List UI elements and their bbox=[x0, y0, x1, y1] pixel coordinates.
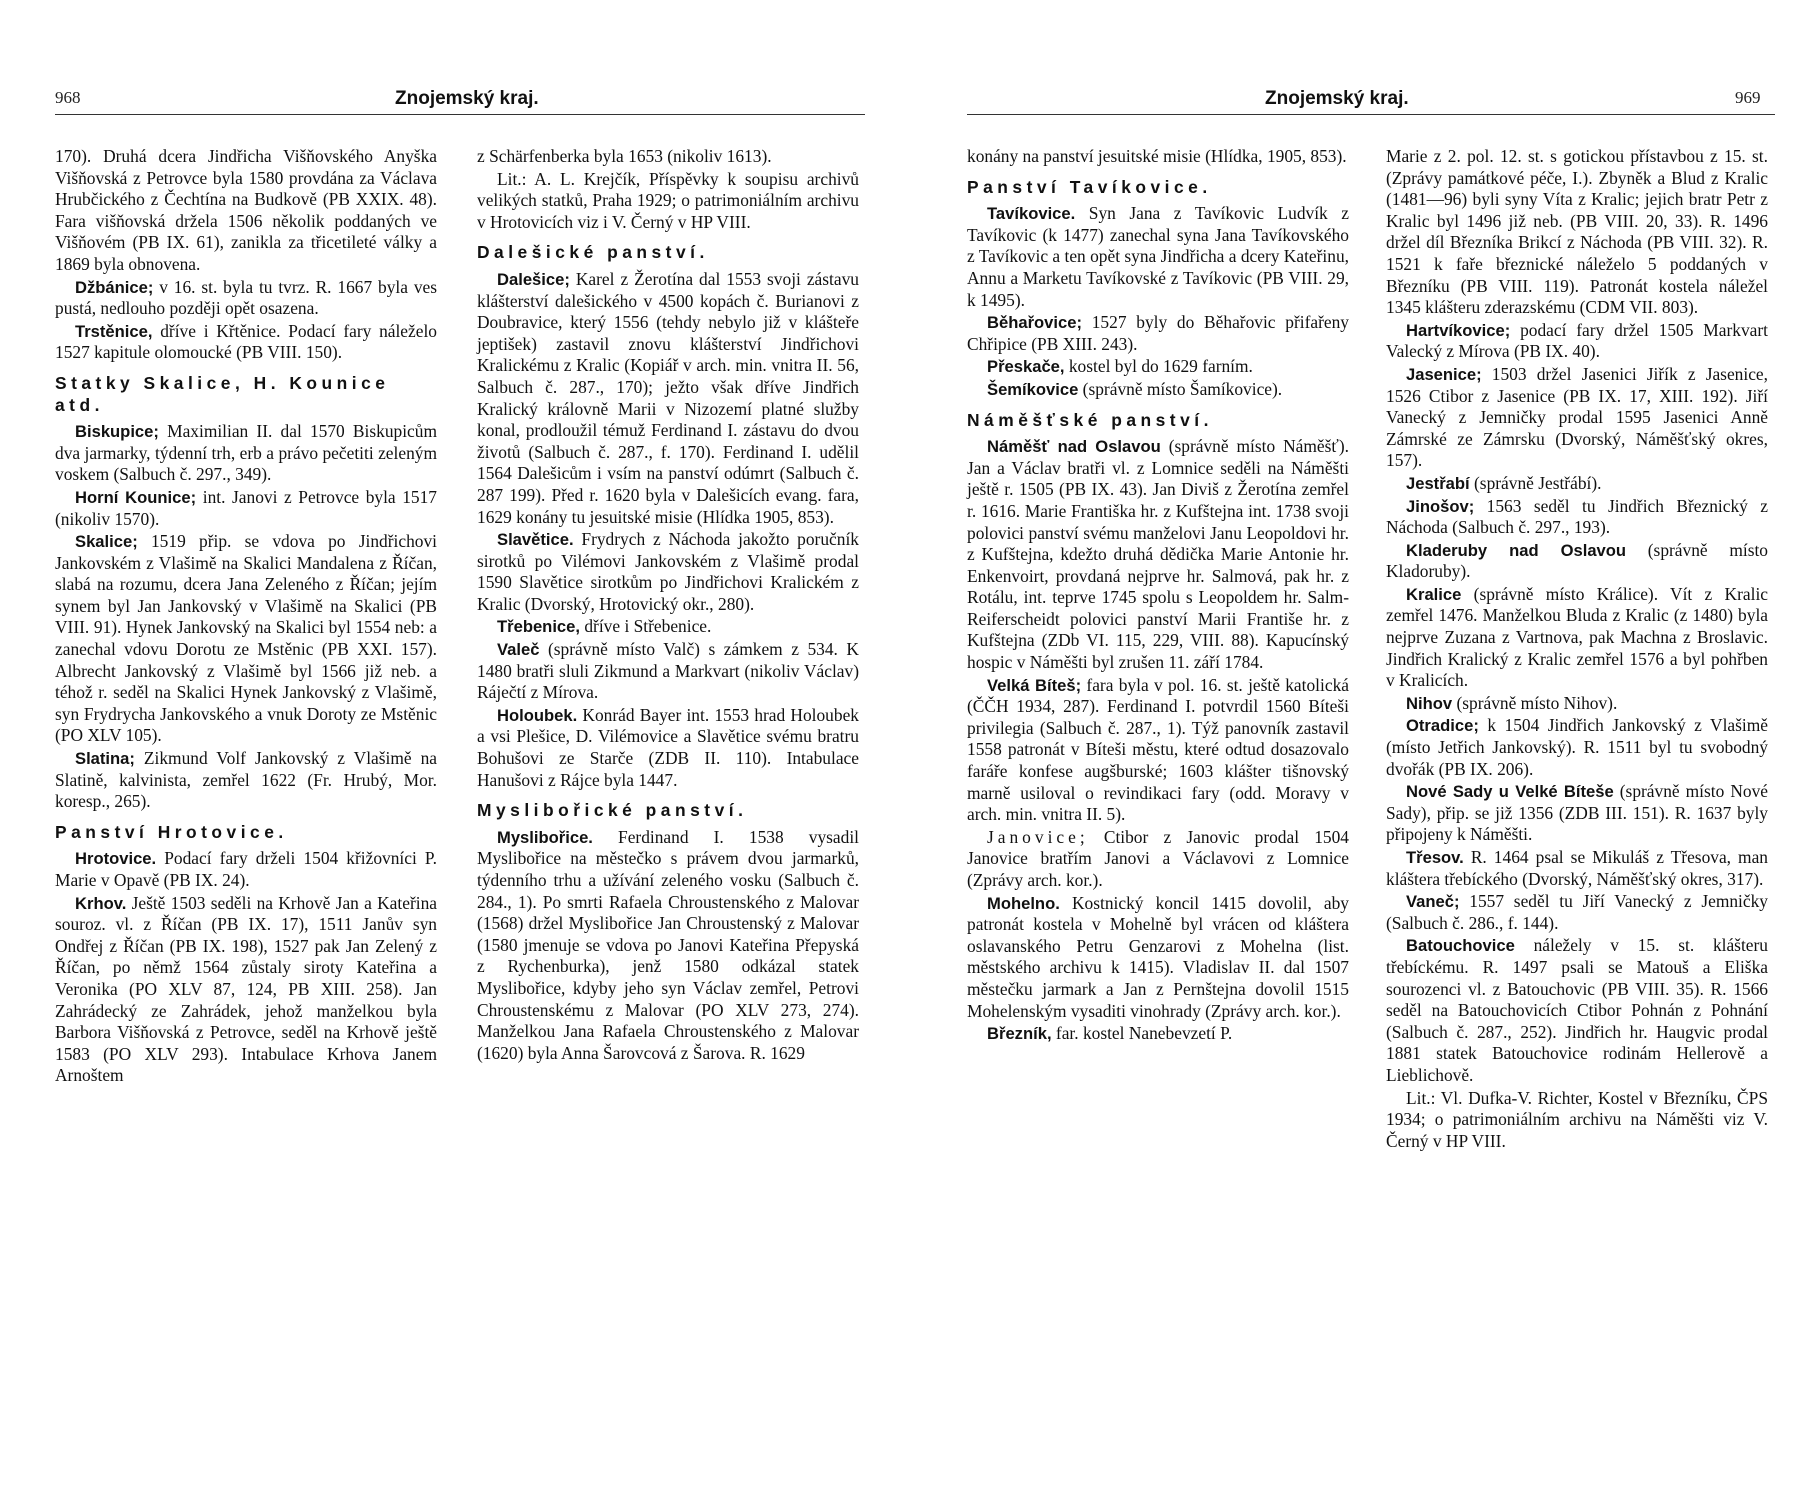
page-number-right: 969 bbox=[1735, 88, 1761, 107]
entry-text: Konrád Bayer int. 1553 hrad Holoubek a vsi Plešice, D. Vilémovice a Slavětice svému bratru Bohušovi ze Starče (ZDB II. 110). Intabulace Hanušovi z Rájce byla 1447. bbox=[477, 704, 859, 790]
paragraph: konány na panství jesuitské misie (Hlídka, 1905, 853). bbox=[967, 146, 1347, 166]
entry-text: Kostnický koncil 1415 dovolil, aby patronát kostela v Mohelně byl vrácen od kláštera oslavanského Petru Genzarovi z Mohelna (list. městského archivu k 1415). Vladislav II. dal 1507 městečku jarmark a Jan z Pernštejna dovolil 1515 Mohelenským vysaditi vinohrady (Zprávy arch. kor.). bbox=[967, 892, 1349, 1021]
entry-namest bbox=[967, 436, 1349, 674]
entry-text: 1503 držel Jasenici Jiřík z Jasenice, 1526 Ctibor z Jasenice (PB IX. 17, XIII. 192). Jiří Vanecký z Jemničky prodal 1595 Jasenici Anně Zámrské ze Zámrsku (Dvorský, Náměšťský okres, 157). bbox=[1386, 363, 1768, 471]
entry-heading: Hartvíkovice; bbox=[1406, 320, 1511, 340]
entry-text: (správně místo Šamíkovice). bbox=[1078, 378, 1283, 399]
section-heading: Dalešické panství. bbox=[477, 242, 709, 263]
entry-trebenice bbox=[477, 616, 859, 638]
entry-slavetice bbox=[477, 529, 859, 615]
entry-valec bbox=[477, 639, 859, 704]
entry-text: 1557 seděl tu Jiří Vanecký z Jemničky (Salbuch č. 286., f. 144). bbox=[1386, 891, 1768, 933]
entry-krhov bbox=[55, 893, 437, 1087]
entry-heading: Trstěnice, bbox=[75, 321, 153, 341]
entry-heading: Otradice; bbox=[1406, 716, 1479, 736]
entry-kladeruby bbox=[1386, 540, 1768, 583]
entry-text: dříve i Křtěnice. Podací fary náleželo 1527 kapitule olomoucké (PB VIII. 150). bbox=[55, 320, 437, 363]
entry-beharovice bbox=[967, 312, 1349, 355]
entry-heading: Běhařovice; bbox=[987, 313, 1082, 333]
entry-kralice bbox=[1386, 584, 1768, 692]
entry-heading: Hrotovice. bbox=[75, 849, 157, 869]
entry-slatina bbox=[55, 748, 437, 813]
entry-heading: Šemíkovice bbox=[987, 379, 1079, 399]
entry-heading: Nihov bbox=[1406, 693, 1453, 713]
entry-heading: Slatina; bbox=[75, 749, 135, 769]
entry-heading: Mohelno. bbox=[987, 893, 1060, 913]
section-heading: Náměšťské panství. bbox=[967, 409, 1213, 430]
entry-heading: Přeskače, bbox=[987, 357, 1065, 377]
entry-heading: Valeč bbox=[497, 640, 540, 660]
entry-heading: Horní Kounice; bbox=[75, 487, 197, 507]
entry-heading: Džbánice; bbox=[75, 277, 154, 297]
running-head-right: Znojemský kraj. bbox=[1265, 88, 1409, 109]
entry-text: Syn Jana z Tavíkovic Ludvík z Tavíkovic (k 1477) zanechal syna Jana Tavíkovského z Tavíkovic a ten opět syna Jindřicha a dcery Kateřinu, Annu a Marketu Tavíkovské z Tavíkovic (PB VIII. 29, k 1495). bbox=[967, 203, 1349, 310]
running-head-left: Znojemský kraj. bbox=[395, 88, 539, 109]
entry-heading: Myslibořice. bbox=[497, 827, 593, 847]
paragraph: Marie z 2. pol. 12. st. s gotickou přístavbou z 15. st. (Zprávy památkové péče, I.). Zbyněk a Blud z Kralic (1481—96) byli syny Víta z Kralic; jejich bratr Petr z Kralic byl 1496 již neb. (PB VIII. 20, 33). R. 1496 držel díl Březníka Brikcí z Náchoda (PB VIII. 32). R. 1521 k faře březnické náleželo 5 poddaných v Březníku (PB VIII. 119). Patronát kostela náležel 1345 klášteru zderazskému (CDM VII. 803). bbox=[1386, 146, 1768, 318]
entry-heading: Jasenice; bbox=[1406, 364, 1482, 384]
page-number-left: 968 bbox=[55, 88, 81, 107]
left-page-column-2 bbox=[477, 146, 859, 1065]
entry-text: (správně místo Králice). Vít z Kralic zemřel 1476. Manželkou Bluda z Kralic (z 1480) byla nejprve Zuzana z Vartnova, pak Machna z Broslavic. Jindřich Kralický z Kralic zemřel 1576 a byl pohřben v Kralicích. bbox=[1386, 583, 1768, 691]
entry-text: fara byla v pol. 16. st. ještě katolická (ČČH 1934, 287). Ferdinand I. potvrdil 1560 Bíteši privilegia (Salbuch č. 287., 1). Týž panovník zastavil 1558 patronát v Bíteši městu, které odtud dosazovalo faráře konfese augšburské; 1603 klášter tišnovský marně usiloval o revindikaci fary (odd. Moravy v arch. min. vnitra II. 5). bbox=[967, 674, 1349, 825]
entry-hrotovice bbox=[55, 848, 437, 891]
entry-jestrabi bbox=[1386, 473, 1768, 495]
entry-text: 1527 byly do Běhařovic přifařeny Chřipice (PB XIII. 243). bbox=[967, 312, 1349, 354]
entry-heading: Březník, bbox=[987, 1024, 1052, 1044]
entry-text: Frydrych z Náchoda jakožto poručník sirotků po Vilémovi Jankovském z Vlašimě prodal 1590 Slavětice sirotkům po Jindřichovi Kralickém z Kralic (Dvorský, Hrotovický okr., 280). bbox=[477, 529, 859, 614]
entry-jasenice bbox=[1386, 364, 1768, 472]
entry-heading: Vaneč; bbox=[1406, 892, 1460, 912]
paragraph: 170). Druhá dcera Jindřicha Višňovského Anyška Višňovská z Petrovce byla 1580 provdána za Václava Hrubčického z Čechtína na Budkově (PB XXIX. 48). Fara višňovská držela 1506 několik poddaných ve Višňovém (PB IX. 61), zanikla za třicetileté války a 1869 byla obnovena. bbox=[55, 146, 437, 274]
entry-horni-kounice bbox=[55, 487, 437, 530]
entry-tavikovice bbox=[967, 203, 1349, 311]
entry-text: Karel z Žerotína dal 1553 svoji zástavu klášterství dalešického v 4500 kopách č. Burianovi z Doubravice, který 1556 (tehdy nebylo již v klášteře jeptišek) zastavil znovu klášterství Jindřichovi Kralickému z Kralic (Kopiář v arch. min. vnitra II. 56, Salbuch č. 287., 170); ježto však dříve Jindřich Kralický královně Marii v Nizozemí platné služby konal, prodloužil témuž Ferdinand I. zástavu do dvou životů (Salbuch č. 287., f. 170). Ferdinand I. udělil 1564 Dalešicům i vsím na panství odúmrt (Salbuch č. 287 199). Před r. 1620 byla v Dalešicích evang. fara, 1629 konány tu jesuitské misie (Hlídka 1905, 853). bbox=[477, 268, 859, 527]
entry-heading: Holoubek. bbox=[497, 705, 578, 725]
entry-heading: Nové Sady u Velké Bíteše bbox=[1406, 782, 1614, 802]
entry-heading: Třebenice, bbox=[497, 617, 581, 637]
entry-text: v 16. st. byla tu tvrz. R. 1667 byla ves pustá, nedlouho později opět osazena. bbox=[55, 276, 437, 319]
entry-text: R. 1464 psal se Mikuláš z Třesova, man kláštera třebíckého (Dvorský, Náměšťský okres, 317). bbox=[1386, 847, 1768, 889]
entry-skalice bbox=[55, 531, 437, 747]
entry-janovice bbox=[967, 827, 1349, 892]
entry-heading: Kladeruby nad Oslavou bbox=[1406, 540, 1627, 560]
entry-heading: Krhov. bbox=[75, 893, 127, 913]
entry-heading: Janovice; bbox=[987, 826, 1089, 847]
section-heading: Panství Tavíkovice. bbox=[967, 176, 1212, 197]
section-heading: Panství Hrotovice. bbox=[55, 821, 288, 842]
entry-jinosov bbox=[1386, 496, 1768, 539]
entry-text: Podací fary drželi 1504 křižovníci P. Marie v Opavě (PB IX. 24). bbox=[55, 848, 437, 890]
section-heading: Myslibořické panství. bbox=[477, 800, 748, 821]
right-page bbox=[905, 0, 1810, 1500]
right-page-column-1 bbox=[967, 146, 1349, 1046]
entry-heading: Slavětice. bbox=[497, 530, 574, 550]
entry-mysliborice bbox=[477, 827, 859, 1065]
entry-text: 1563 seděl tu Jindřich Březnický z Náchoda (Salbuch č. 297., 193). bbox=[1386, 495, 1768, 538]
entry-heading: Skalice; bbox=[75, 532, 138, 552]
right-page-column-2 bbox=[1386, 146, 1768, 1153]
entry-text: Ještě 1503 seděli na Krhově Jan a Kateřina souroz. vl. z Říčan (PB IX. 17), 1511 Janův syn Ondřej z Říčan (PB IX. 198), 1527 pak Jan Zelený z Říčan, po němž 1564 zůstaly siroty Kateřina a Veronika (PO XLV 87, 124, PB XIII. 258). Jan Zahrádecký ze Zahrádek, jehož manželkou byla Barbora Višňovská z Petrovce, seděl na Krhově ještě 1583 (PO XLV 293). Intabulace Krhova Janem Arnoštem bbox=[55, 892, 437, 1086]
entry-text: podací fary držel 1505 Markvart Valecký z Mírova (PB IX. 40). bbox=[1386, 319, 1768, 362]
entry-text: (správně Jestřábí). bbox=[1469, 472, 1602, 493]
entry-text: dříve i Střebenice. bbox=[580, 616, 712, 637]
entry-heading: Kralice bbox=[1406, 584, 1462, 604]
entry-breznik bbox=[967, 1023, 1349, 1045]
literature-note: Lit.: A. L. Krejčík, Příspěvky k soupisu archivů velikých statků, Praha 1929; o patrimoniálním archivu v Hrotovicích viz i V. Černý v HP VIII. bbox=[477, 168, 859, 232]
entry-text: náležely v 15. st. klášteru třebíckému. R. 1497 psali se Matouš a Eliška sourozenci vl. z Batouchovic (PB VIII. 35). R. 1566 seděl na Batouchovicích Ctibor Pohnán z Pohnání (Salbuch č. 287., 252). Jindřich hr. Haugvic prodal 1881 statek Batouchovice rodinám Hellerově a Lieblichově. bbox=[1386, 935, 1768, 1085]
entry-dalesice bbox=[477, 269, 859, 528]
entry-heading: Biskupice; bbox=[75, 422, 159, 442]
entry-dzbanice bbox=[55, 277, 437, 320]
left-page-column-1 bbox=[55, 146, 437, 1088]
entry-hartvikovice bbox=[1386, 320, 1768, 363]
entry-text: int. Janovi z Petrovce byla 1517 (nikoliv 1570). bbox=[55, 486, 438, 529]
entry-semikovice bbox=[967, 379, 1349, 401]
entry-heading: Jinošov; bbox=[1406, 496, 1475, 516]
entry-batouchovice bbox=[1386, 935, 1768, 1086]
entry-velka-bites bbox=[967, 675, 1349, 826]
entry-heading: Náměšť nad Oslavou bbox=[987, 437, 1161, 457]
entry-heading: Jestřabí bbox=[1406, 473, 1470, 493]
entry-heading: Dalešice; bbox=[497, 269, 570, 289]
entry-nihov bbox=[1386, 693, 1768, 715]
paragraph: z Schärfenberka byla 1653 (nikoliv 1613). bbox=[477, 146, 772, 166]
header-rule-left bbox=[55, 114, 865, 115]
entry-otradice bbox=[1386, 715, 1768, 780]
literature-note: Lit.: Vl. Dufka-V. Richter, Kostel v Březníku, ČPS 1934; o patrimoniálním archivu na Náměšti viz V. Černý v HP VIII. bbox=[1386, 1087, 1768, 1151]
entry-text: Ctibor z Janovic prodal 1504 Janovice bratřím Janovi a Václavovi z Lomnice (Zprávy arch. kor.). bbox=[967, 826, 1349, 890]
entry-heading: Batouchovice bbox=[1406, 936, 1515, 956]
header-rule-right bbox=[967, 114, 1775, 115]
entry-nove-sady bbox=[1386, 781, 1768, 846]
entry-biskupice bbox=[55, 421, 437, 486]
entry-heading: Tavíkovice. bbox=[987, 204, 1076, 224]
entry-holoubek bbox=[477, 705, 859, 791]
entry-text: kostel byl do 1629 farním. bbox=[1064, 356, 1253, 377]
entry-text: (správně místo Náměšť). Jan a Václav bratři vl. z Lomnice seděli na Náměšti ještě r. 1505 (PB IX. 43). Jan Diviš z Žerotína zemřel r. 1616. Marie Františka hr. z Kufštejna int. 1738 svoji polovici panství svému manželovi Janu Leopoldovi hr. z Kufštejna, kdežto druhá dědička Marie Antonie hr. Enkenvoirt, provdaná nejprve hr. Salmová, pak hr. z Rotálu, int. teprve 1745 spolu s Leopoldem hr. Salm-Reiferscheidt polovici panství Marii Františe hr. z Kufštejna (ZDb VI. 115, 229, VIII. 88). Kapucínský hospic v Náměšti byl zrušen 11. září 1784. bbox=[967, 436, 1349, 673]
entry-text: Maximilian II. dal 1570 Biskupicům dva jarmarky, týdenní trh, erb a právo pečetiti zeleným voskem (Salbuch č. 297., 349). bbox=[55, 421, 437, 485]
entry-text: (správně místo Kladoruby). bbox=[1386, 539, 1768, 582]
entry-text: Ferdinand I. 1538 vysadil Myslibořice na městečko s právem dvou jarmarků, týdenního trhu a užívání zeleného vosku (Salbuch č. 284., 1). Po smrti Rafaela Chroustenského z Malovar (1568) držel Myslibořice Jan Chroustenský z Malovar (1580 jmenuje se vdova po Janovi Kateřina Přepyská z Rychenburka), jenž 1580 odkázal statek Myslibořice, kdyby jeho syn Václav zemřel, Petrovi Chroustenskému z Malovar (PO XLV 273, 274). Manželkou Jana Rafaela Chroustenského z Malovar (1620) byla Anna Šarovcová z Šarova. R. 1629 bbox=[477, 826, 859, 1063]
entry-text: (správně místo Valč) s zámkem z 534. K 1480 bratři sluli Zikmund a Markvart (nikoliv Václav) Ráječtí z Mírova. bbox=[477, 639, 859, 703]
entry-text: k 1504 Jindřich Jankovský z Vlašimě (místo Jetřich Jankovský). R. 1511 byl tu svobodný dvořák (PB IX. 206). bbox=[1386, 715, 1768, 779]
entry-text: far. kostel Nanebevzetí P. bbox=[1051, 1023, 1233, 1044]
entry-tresov bbox=[1386, 847, 1768, 890]
entry-vanec bbox=[1386, 891, 1768, 934]
entry-text: (správně místo Nové Sady), přip. se již 1356 (ZDB III. 151). R. 1637 byly připojeny k Náměšti. bbox=[1386, 781, 1768, 845]
entry-mohelno bbox=[967, 893, 1349, 1023]
entry-preskace bbox=[967, 356, 1349, 378]
entry-heading: Třesov. bbox=[1406, 848, 1464, 867]
section-heading: Statky Skalice, H. Kounice atd. bbox=[55, 372, 390, 415]
entry-heading: Velká Bíteš; bbox=[987, 675, 1082, 695]
entry-text: Zikmund Volf Jankovský z Vlašimě na Slatině, kalvinista, zemřel 1622 (Fr. Hrubý, Mor. koresp., 265). bbox=[55, 748, 437, 812]
entry-text: (správně místo Nihov). bbox=[1452, 692, 1618, 713]
entry-trstenice bbox=[55, 321, 437, 364]
entry-text: 1519 přip. se vdova po Jindřichovi Jankovském z Vlašimě na Skalici Mandalena z Říčan, slabá na rozumu, dcera Jana Zeleného z Říčan; jejím synem byl Jan Jankovský v Vlašimě na Skalici (PB VIII. 91). Hynek Jankovský na Skalici byl 1554 neb: a zanechal vdovu Dorotu ze Mstěnic (PB XXI. 157). Albrecht Jankovský z Vlašimě byl 1566 již neb. a téhož r. seděl na Skalici Hynek Jankovský z Vlašimě, syn Frydrycha Jankovského a vnuk Doroty ze Mstěnic (PO XLV 105). bbox=[55, 531, 437, 746]
